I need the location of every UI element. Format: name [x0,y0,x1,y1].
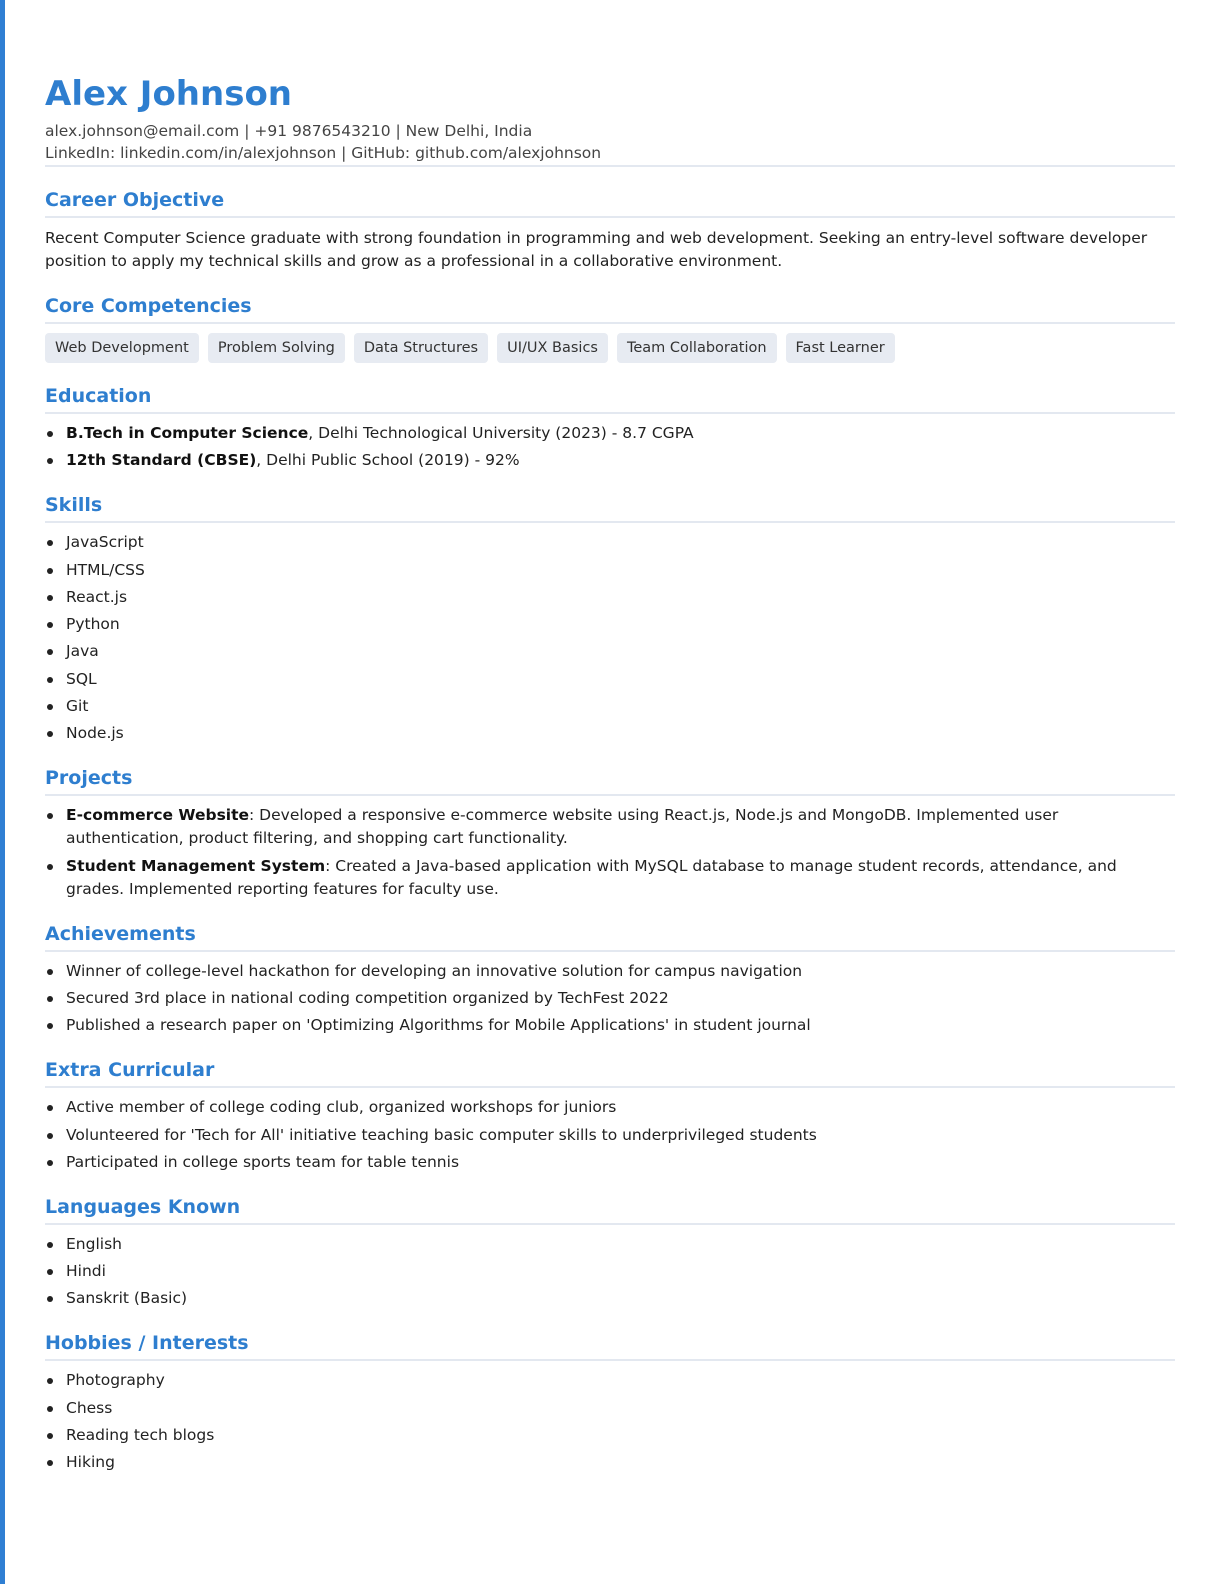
section-title-hobbies-interests: Hobbies / Interests [45,1330,1175,1361]
career-objective-text: Recent Computer Science graduate with strong foundation in programming and web development. Seeking an entry-level software developer position to apply my technical skills and grow as a professional in a collaborative environment. [45,229,1148,270]
section-achievements [45,921,1175,1038]
project-item [45,855,1175,901]
section-core-competencies [45,293,1175,363]
hobby-item: Chess [45,1397,1175,1420]
section-education [45,383,1175,472]
section-title-languages-known: Languages Known [45,1194,1175,1225]
language-item: English [45,1233,1175,1256]
language-item: Sanskrit (Basic) [45,1287,1175,1310]
extra-curricular-list [45,1096,1175,1174]
section-career-objective [45,187,1175,273]
section-title-career-objective: Career Objective [45,187,1175,218]
skills-list [45,531,1175,745]
section-hobbies-interests [45,1330,1175,1474]
extra-curricular-item: Volunteered for 'Tech for All' initiative teaching basic computer skills to underprivileged students [45,1124,1175,1147]
project-name: Student Management System [66,856,326,875]
extra-curricular-item: Participated in college sports team for table tennis [45,1151,1175,1174]
accent-bar [0,0,5,1584]
section-skills [45,492,1175,745]
languages-list [45,1233,1175,1311]
competency-tags [45,333,1175,363]
header-divider [45,165,1175,167]
section-title-core-competencies: Core Competencies [45,293,1175,324]
extra-curricular-item: Active member of college coding club, organized workshops for juniors [45,1096,1175,1119]
achievement-item: Published a research paper on 'Optimizing Algorithms for Mobile Applications' in student journal [45,1014,1175,1037]
hobby-item: Photography [45,1369,1175,1392]
contact-line-links: LinkedIn: linkedin.com/in/alexjohnson | GitHub: github.com/alexjohnson [45,144,602,162]
hobby-item: Hiking [45,1451,1175,1474]
project-description: : Developed a responsive e-commerce website using React.js, Node.js and MongoDB. Implemented user authentication, product filtering, and shopping cart functionality. [66,806,1059,848]
education-item [45,422,1175,445]
education-degree: B.Tech in Computer Science [66,424,309,442]
skill-item: JavaScript [45,531,1175,554]
skill-item: Git [45,695,1175,718]
education-details: , Delhi Public School (2019) - 92% [256,451,520,470]
skill-item: Node.js [45,722,1175,745]
project-name: E-commerce Website [66,806,250,825]
section-title-projects: Projects [45,765,1175,796]
contact-line-primary: alex.johnson@email.com | +91 9876543210 | New Delhi, India [45,122,533,140]
project-item [45,804,1175,850]
section-projects [45,765,1175,900]
candidate-name: Alex Johnson [45,74,293,114]
competency-tag: Web Development [45,333,199,363]
skill-item: SQL [45,668,1175,691]
skill-item: HTML/CSS [45,559,1175,582]
section-title-achievements: Achievements [45,921,1175,952]
education-item [45,449,1175,472]
section-title-skills: Skills [45,492,1175,523]
hobby-item: Reading tech blogs [45,1424,1175,1447]
section-title-extra-curricular: Extra Curricular [45,1057,1175,1088]
skill-item: Java [45,640,1175,663]
competency-tag: UI/UX Basics [497,333,608,363]
competency-tag: Problem Solving [208,333,345,363]
resume-page [45,72,1175,1479]
achievement-item: Secured 3rd place in national coding competition organized by TechFest 2022 [45,987,1175,1010]
education-details: , Delhi Technological University (2023) - 8.7 CGPA [308,424,694,442]
section-title-education: Education [45,383,1175,414]
skill-item: Python [45,613,1175,636]
achievement-item: Winner of college-level hackathon for developing an innovative solution for campus navigation [45,960,1175,983]
education-degree: 12th Standard (CBSE) [66,451,257,470]
competency-tag: Data Structures [354,333,488,363]
competency-tag: Team Collaboration [617,333,777,363]
education-list [45,422,1175,472]
section-languages-known [45,1194,1175,1311]
competency-tag: Fast Learner [786,333,895,363]
projects-list [45,804,1175,900]
skill-item: React.js [45,586,1175,609]
resume-header [45,72,1175,167]
language-item: Hindi [45,1260,1175,1283]
hobbies-list [45,1369,1175,1474]
section-extra-curricular [45,1057,1175,1174]
achievements-list [45,960,1175,1038]
project-description: : Created a Java-based application with MySQL database to manage student records, attendance, and grades. Implemented reporting features for faculty use. [66,856,1117,898]
